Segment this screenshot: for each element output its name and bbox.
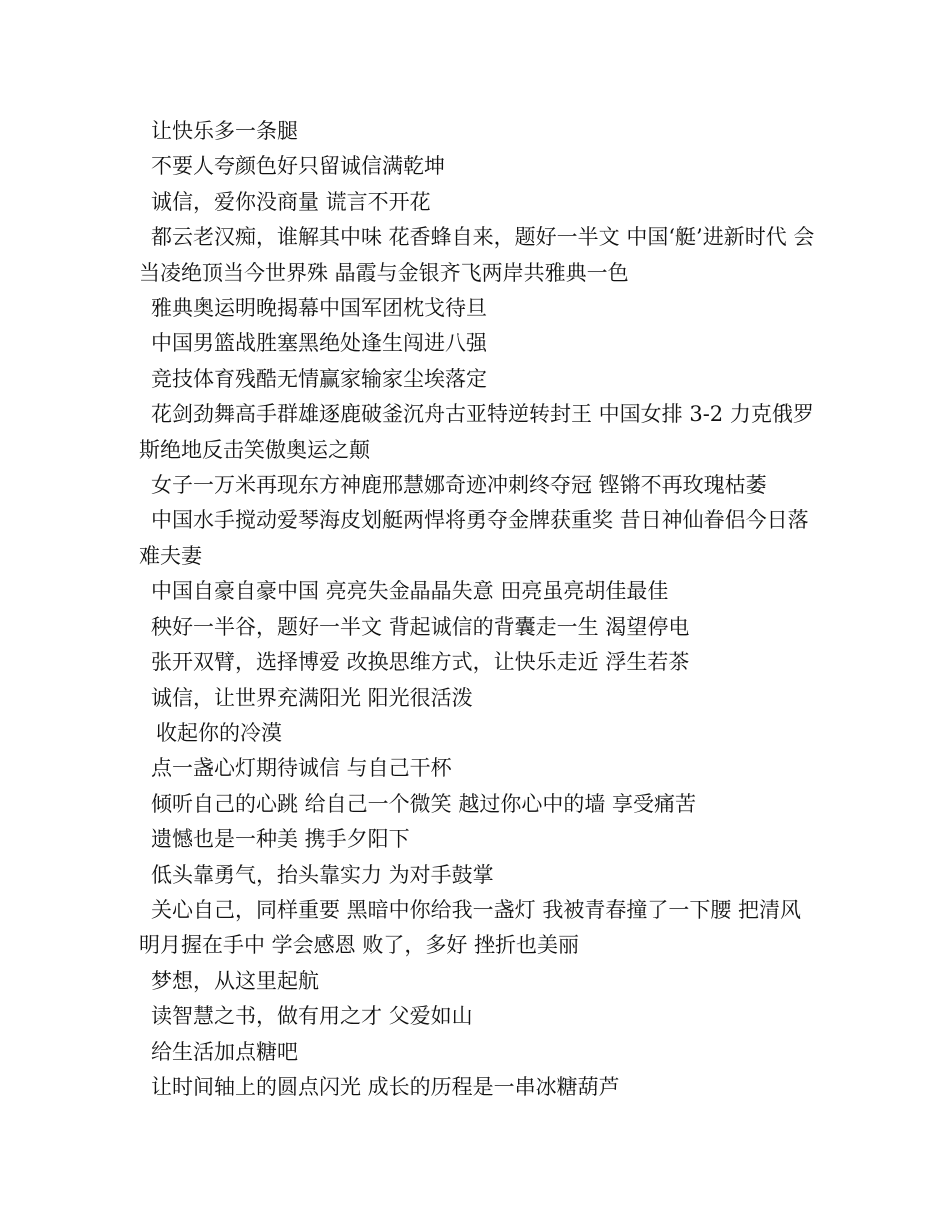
paragraph: 都云老汉痴，谁解其中味 花香蜂自来，题好一半文 中国‘艇’进新时代 会当凌绝顶当今世界殊 晶霞与金银齐飞两岸共雅典一色 (139, 225, 815, 285)
paragraph: 倾听自己的心跳 给自己一个微笑 越过你心中的墙 享受痛苦 (151, 791, 697, 816)
paragraph: 让时间轴上的圆点闪光 成长的历程是一串冰糖葫芦 (151, 1074, 620, 1099)
paragraph: 低头靠勇气，抬头靠实力 为对手鼓掌 (151, 862, 494, 887)
paragraph: 竞技体育残酷无情赢家输家尘埃落定 (151, 366, 487, 391)
paragraph: 张开双臂，选择博爱 改换思维方式，让快乐走近 浮生若茶 (151, 650, 690, 675)
paragraph: 中国男篮战胜塞黑绝处逢生闯进八强 (151, 331, 487, 356)
paragraph: 让快乐多一条腿 (151, 119, 298, 143)
paragraph: 女子一万米再现东方神鹿邢慧娜奇迹冲刺终夺冠 铿锵不再玫瑰枯萎 (151, 473, 767, 498)
paragraph: 不要人夸颜色好只留诚信满乾坤 (151, 154, 445, 179)
paragraph: 遗憾也是一种美 携手夕阳下 (151, 827, 410, 852)
paragraph: 雅典奥运明晚揭幕中国军团枕戈待旦 (151, 296, 487, 321)
paragraph: 中国水手搅动爱琴海皮划艇两悍将勇夺金牌获重奖 昔日神仙眷侣今日落难夫妻 (139, 508, 809, 568)
text-body (139, 114, 819, 1105)
paragraph: 关心自己，同样重要 黑暗中你给我一盏灯 我被青春撞了一下腰 把清风明月握在手中 学会感恩 败了，多好 挫折也美丽 (139, 897, 802, 958)
paragraph: 点一盏心灯期待诚信 与自己干杯 (151, 756, 452, 781)
paragraph: 收起你的冷漠 (156, 720, 282, 745)
paragraph: 读智慧之书，做有用之才 父爱如山 (151, 1004, 473, 1029)
paragraph: 秧好一半谷，题好一半文 背起诚信的背囊走一生 渴望停电 (151, 614, 690, 639)
paragraph: 诚信，爱你没商量 谎言不开花 (151, 189, 431, 214)
paragraph: 花剑劲舞高手群雄逐鹿破釜沉舟古亚特逆转封王 中国女排 3-2 力克俄罗斯绝地反击笑傲奥运之颠 (139, 402, 814, 462)
paragraph: 中国自豪自豪中国 亮亮失金晶晶失意 田亮虽亮胡佳最佳 (151, 579, 669, 604)
paragraph: 诚信，让世界充满阳光 阳光很活泼 (151, 685, 473, 710)
paragraph: 给生活加点糖吧 (151, 1039, 298, 1064)
paragraph: 梦想，从这里起航 (151, 968, 319, 993)
